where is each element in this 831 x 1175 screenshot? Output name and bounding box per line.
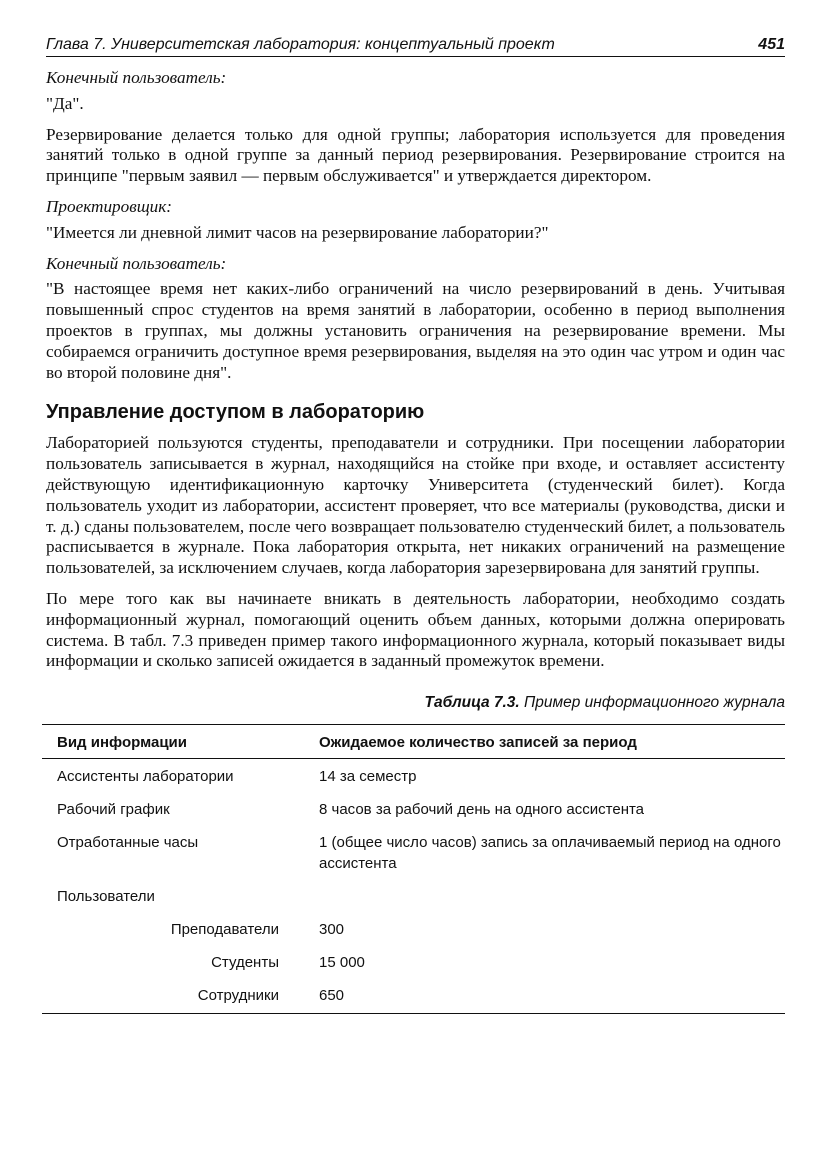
user-category-cell: Преподаватели (170, 921, 279, 939)
expected-count-cell: 650 (319, 978, 785, 1014)
user-category-cell: Сотрудники (42, 978, 319, 1014)
dialogue-line: "Имеется ли дневной лимит часов на резервирование лаборатории?" (46, 222, 549, 242)
page-number: 451 (758, 36, 785, 53)
speaker-label: Конечный пользователь: (46, 68, 227, 87)
book-page (46, 30, 785, 1014)
expected-count-cell: 15 000 (319, 954, 365, 972)
table-row (42, 879, 785, 912)
dialogue-line: Резервирование делается только для одной группы; лаборатория используется для проведения занятий только в одной группе за данный период резервирования. Резервирование строится на принципе "первым заявил — первым обслуживается" и утверждается директором. (46, 124, 785, 186)
info-type-cell: Ассистенты лаборатории (57, 768, 234, 786)
running-header (46, 30, 785, 57)
dialogue-line: "В настоящее время нет каких-либо ограничений на число резервирований в день. Учитывая повышенный спрос студентов на время занятий в лаборатории, особенно в период выполнения проектов в группах, мы должны установить ограничения на резервирование времени. Мы собираемся ограничить доступное время резервирования, выделяя на это один час утром и один час во второй половине дня". (46, 279, 785, 382)
column-header-expected-count: Ожидаемое количество записей за период (319, 725, 785, 759)
info-type-cell: Отработанные часы (57, 834, 199, 852)
table-row (42, 825, 785, 879)
table-header-row (42, 725, 785, 759)
table-caption-label: Таблица 7.3. (424, 694, 520, 712)
speaker-label: Проектировщик: (46, 196, 173, 216)
table-caption (46, 694, 785, 712)
table-caption-text: Пример информационного журнала (519, 694, 785, 712)
user-category-cell: Студенты (211, 954, 279, 972)
table-row (42, 792, 785, 825)
page-body (46, 68, 785, 672)
expected-count-cell: 8 часов за рабочий день на одного ассистента (319, 801, 645, 819)
body-paragraph: Лабораторией пользуются студенты, преподаватели и сотрудники. При посещении лаборатории пользователь записывается в журнал, находящийся на стойке при входе, и оставляет ассистенту действующую идентификационную карточку Университета (студенческий билет). Когда пользователь уходит из лаборатории, ассистент проверяет, что все материалы (руководства, диски и т. д.) сданы пользователем, после чего возвращает пользователю студенческий билет, а пользователь расписывается в журнале. Пока лаборатория открыта, нет никаких ограничений на размещение пользователей, за исключением случаев, когда лаборатория зарезервирована для занятий группы. (46, 433, 785, 578)
info-type-cell: Пользователи (57, 888, 155, 906)
info-log-table (42, 724, 785, 1014)
table-subrow (42, 912, 785, 945)
table-subrow (42, 978, 785, 1014)
table-row (42, 759, 785, 793)
expected-count-cell: 14 за семестр (319, 768, 417, 786)
column-header-info-type: Вид информации (42, 725, 319, 759)
dialogue-line: "Да". (46, 93, 84, 113)
body-paragraph: По мере того как вы начинаете вникать в деятельность лаборатории, необходимо создать информационный журнал, помогающий оценить объем данных, которыми должна оперировать система. В табл. 7.3 приведен пример такого информационного журнала, который показывает виды информации и сколько записей ожидается в заданный промежуток времени. (46, 588, 785, 671)
chapter-title: Глава 7. Университетская лаборатория: концептуальный проект (46, 36, 555, 53)
expected-count-cell: 300 (319, 921, 345, 939)
section-heading: Управление доступом в лабораторию (46, 401, 425, 424)
expected-count-cell (319, 879, 785, 912)
info-type-cell: Рабочий график (57, 801, 170, 819)
expected-count-cell: 1 (общее число часов) запись за оплачиваемый период на одного ассистента (319, 834, 781, 873)
table-subrow (42, 945, 785, 978)
speaker-label: Конечный пользователь: (46, 253, 227, 273)
